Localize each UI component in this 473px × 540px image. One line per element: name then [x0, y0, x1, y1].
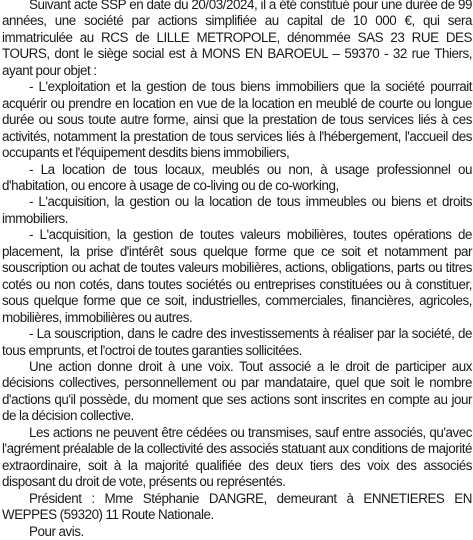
purpose-item-securities: - L'acquisition, la gestion de toutes valeurs mobilières, toutes opérations de placement, la prise d'intérêt sous quelque forme que ce soit et notamment par souscription ou achat de toutes valeurs mobilières, actions, obligations, parts ou titres cotés ou non cotés, dans toutes sociétés ou entreprises constituées ou à constituer, sous quelque forme que ce soit, industrielles, commerciales, financières, agricoles, mobilières, immobilières ou autres. [2, 227, 472, 325]
incorporation-paragraph: Suivant acte SSP en date du 20/03/2024, il a été constitué pour une durée de 99 années, une société par actions simplifiée au capital de 10 000 €, qui sera immatriculée au RCS de LILLE METROPOLE, dénommée SAS 23 RUE DES TOURS, dont le siège social est à MONS EN BAROEUL – 59370 - 32 rue Thiers, ayant pour objet : [2, 0, 472, 78]
purpose-item-property-management: - L'exploitation et la gestion de tous biens immobiliers que la société pourrait acquérir ou prendre en location en vue de la location en meublé de courte ou longue durée ou sous toute autre forme, ainsi que la prestation de tous services liés à ces activités, notamment la prestation de tous services liés à l'hébergement, l'accueil des occupants et l'équipement desdits biens immobiliers, [2, 79, 472, 161]
voting-rights-paragraph: Une action donne droit à une voix. Tout associé a le droit de participer aux décisions collectives, personnellement ou par mandataire, quel que soit le nombre d'actions qu'il possède, du moment que ses actions sont inscrites en compte au jour de la décision collective. [2, 358, 472, 424]
purpose-item-borrowing: - La souscription, dans le cadre des investissements à réaliser par la société, de tous emprunts, et l'octroi de toutes garanties sollicitées. [2, 326, 472, 358]
closing-paragraph: Pour avis. [29, 523, 84, 539]
purpose-item-premises-rental: - La location de tous locaux, meublés ou non, à usage professionnel ou d'habitation, ou encore à usage de co-living ou de co-working, [2, 161, 472, 193]
president-paragraph: Président : Mme Stéphanie DANGRE, demeurant à ENNETIERES EN WEPPES (59320) 11 Route Nationale. [2, 490, 472, 523]
purpose-item-real-estate-acquisition: - L'acquisition, la gestion ou la location de tous immeubles ou biens et droits immobiliers. [2, 194, 472, 226]
share-transfer-paragraph: Les actions ne peuvent être cédées ou transmises, sauf entre associés, qu'avec l'agrément préalable de la collectivité des associés statuant aux conditions de majorité extraordinaire, soit à la majorité qualifiée des deux tiers des voix des associés disposant du droit de vote, présents ou représentés. [2, 424, 472, 490]
